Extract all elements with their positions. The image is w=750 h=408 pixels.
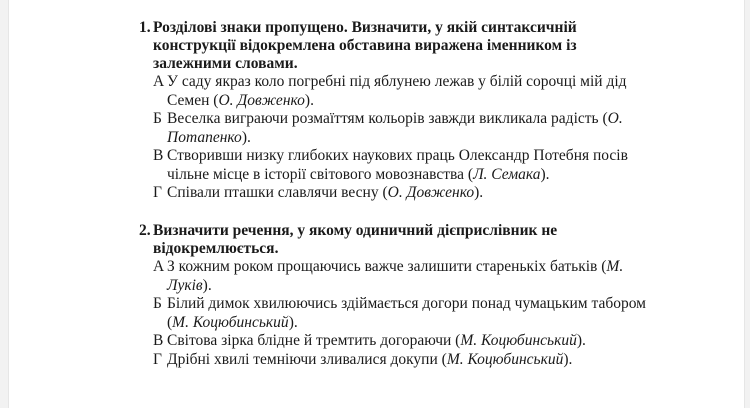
answer-option-v: [139, 147, 699, 184]
option-text: (: [167, 313, 173, 331]
answer-option-v: [139, 332, 699, 351]
option-text: ).: [474, 184, 484, 201]
option-text: Світова зірка блідне й тремтить догораючи (: [167, 332, 461, 349]
option-author: Луків: [167, 276, 203, 294]
option-letter: В: [153, 147, 164, 164]
option-author: М. Коцюбинський: [460, 332, 577, 349]
question-title-line: залежними словами.: [153, 55, 298, 72]
option-text: Веселка виграючи розмаїттям кольорів завжди викликала радість (: [167, 110, 608, 127]
option-text: ).: [288, 313, 298, 331]
option-author: О.: [607, 110, 623, 127]
option-text: ).: [202, 276, 212, 294]
option-text: У саду якраз коло погребні під яблунею лежав у білій сорочці мій дід: [167, 73, 627, 90]
option-text: ).: [241, 128, 251, 146]
option-letter: А: [153, 258, 165, 275]
option-letter: Г: [153, 184, 162, 201]
question-number: 1.: [139, 19, 151, 36]
question-title-line: відокремлюється.: [153, 240, 279, 257]
answer-option-a: [139, 258, 699, 295]
option-author: М.: [606, 258, 624, 275]
question-title-line: конструкції відокремлена обставина виражена іменником із: [153, 37, 577, 54]
option-letter: Б: [153, 295, 162, 312]
option-letter: А: [153, 73, 165, 90]
option-author: Л. Семака: [473, 165, 541, 183]
option-author: Потапенко: [167, 128, 242, 146]
option-text: Семен (: [167, 91, 219, 109]
option-text: ).: [304, 91, 314, 109]
answer-option-b: [139, 295, 699, 332]
option-author: О. Довженко: [387, 184, 475, 201]
option-author: М. Коцюбинський: [172, 313, 289, 331]
question-title-line: Розділові знаки пропущено. Визначити, у якій синтаксичній: [153, 19, 577, 36]
question-2-title: [139, 222, 699, 258]
document-page: [8, 0, 745, 408]
option-text: З кожним роком прощаючись важче залишити старенькіх батьків (: [167, 258, 607, 275]
question-number: 2.: [139, 222, 151, 239]
option-text: Створивши низку глибоких наукових праць Олександр Потебня посів: [167, 147, 628, 164]
question-title-line: Визначити речення, у якому одиничний дієприслівник не: [153, 222, 558, 239]
option-author: М. Коцюбинський: [446, 350, 564, 368]
option-author: О. Довженко: [218, 91, 305, 109]
option-letter: В: [153, 332, 164, 349]
answer-option-b: [139, 110, 699, 147]
question-1-title: [139, 19, 699, 73]
option-text: Співали пташки славлячи весну (: [167, 184, 388, 201]
option-letter: Б: [153, 110, 162, 127]
option-text: Дрібні хвилі темніючи зливалися докупи (: [167, 350, 447, 368]
answer-option-h: [139, 351, 699, 370]
option-text: ).: [576, 332, 586, 349]
option-text: Білий димок хвилюючись здіймається догори понад чумацьким табором: [167, 295, 646, 312]
option-text: ).: [540, 165, 550, 183]
option-text: чільне місце в історії світового мовознавства (: [167, 165, 474, 183]
option-letter: Г: [153, 350, 162, 368]
question-2: [139, 222, 699, 369]
answer-option-h: [139, 184, 699, 203]
option-text: ).: [563, 350, 573, 368]
answer-option-a: [139, 73, 699, 110]
question-1: [139, 19, 699, 203]
